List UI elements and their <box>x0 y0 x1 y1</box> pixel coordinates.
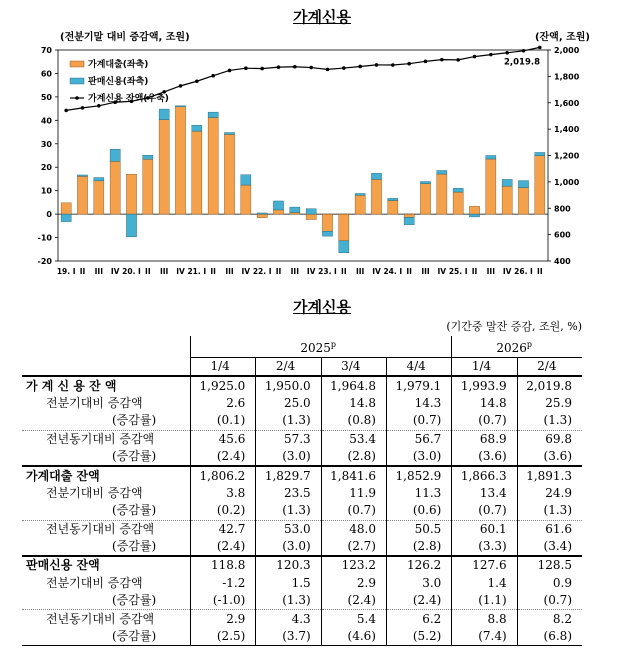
cell-value: (1.3) <box>256 502 321 520</box>
x-tick-label: III <box>94 267 104 276</box>
row-label: (증감률) <box>112 413 157 428</box>
left-tick-label: 0 <box>46 210 52 220</box>
bar-sales-credit <box>159 109 169 120</box>
bar-sales-credit <box>420 182 430 184</box>
x-tick-label: 20. I <box>122 267 141 276</box>
bar-sales-credit <box>404 217 414 224</box>
row-label: (증감률) <box>22 628 191 646</box>
bar-household-loan <box>388 201 398 215</box>
legend-label-balance: 가계신용 잔액(우축) <box>88 94 169 104</box>
x-tick-label: IV <box>176 267 185 276</box>
left-tick-label: 70 <box>40 46 52 55</box>
cell-value: 3.8 <box>191 485 256 502</box>
balance-point <box>473 55 477 59</box>
right-tick-label: 1,000 <box>554 177 580 187</box>
bar-sales-credit <box>322 231 332 236</box>
right-tick-label: 2,000 <box>554 46 580 55</box>
bar-sales-credit <box>94 178 104 181</box>
cell-value: 11.9 <box>321 485 386 502</box>
right-tick-label: 1,600 <box>554 98 580 108</box>
cell-value: (3.0) <box>386 448 451 466</box>
bar-household-loan <box>224 134 234 214</box>
cell-value: (1.3) <box>256 592 321 610</box>
cell-value: 128.5 <box>517 556 582 574</box>
quarter-header: 1/4 <box>191 358 256 377</box>
bar-household-loan <box>94 181 104 214</box>
bar-household-loan <box>535 156 545 214</box>
cell-value: 2.9 <box>191 610 256 628</box>
bar-household-loan <box>290 212 300 214</box>
cell-value: 2.6 <box>191 395 256 412</box>
balance-point <box>309 66 313 70</box>
x-tick-label: III <box>355 267 365 276</box>
bar-sales-credit <box>388 198 398 200</box>
quarter-header: 1/4 <box>452 358 517 377</box>
balance-point <box>391 63 395 67</box>
row-label: 전분기대비 증감액 <box>46 575 143 590</box>
cell-value: 120.3 <box>256 556 321 574</box>
table-unit: (기간중 말잔 증감, 조원, %) <box>446 320 582 333</box>
cell-value: 45.6 <box>191 430 256 448</box>
table-row <box>22 556 582 574</box>
cell-value: 1,866.3 <box>452 466 517 484</box>
bar-sales-credit <box>306 209 316 214</box>
balance-point <box>64 109 68 113</box>
bar-sales-credit <box>241 175 251 185</box>
x-tick-label: II <box>406 267 412 276</box>
bar-sales-credit <box>208 112 218 117</box>
cell-value: 11.3 <box>386 485 451 502</box>
x-tick-label: IV <box>306 267 316 276</box>
cell-value: (2.7) <box>321 538 386 556</box>
bar-sales-credit <box>486 156 496 160</box>
household-credit-chart <box>0 28 644 290</box>
balance-point <box>277 65 281 69</box>
bar-household-loan <box>339 214 349 241</box>
bar-household-loan <box>322 214 332 231</box>
bar-household-loan <box>420 184 430 214</box>
cell-value: (6.8) <box>517 628 582 646</box>
bar-household-loan <box>273 210 283 214</box>
cell-value: (0.1) <box>191 412 256 430</box>
right-axis-label: (잔액, 조원) <box>534 32 590 43</box>
row-label: 전년동기대비 증감액 <box>22 430 191 448</box>
balance-point <box>538 46 542 50</box>
balance-point <box>211 74 215 78</box>
bar-sales-credit <box>192 125 202 131</box>
x-tick-label: IV <box>437 267 447 276</box>
balance-point <box>456 58 460 62</box>
bar-sales-credit <box>175 106 185 107</box>
bar-household-loan <box>192 131 202 214</box>
x-tick-label: III <box>290 267 300 276</box>
cell-value: 1.4 <box>452 575 517 592</box>
row-label: 전년동기대비 증감액 <box>22 610 191 628</box>
bar-household-loan <box>453 192 463 214</box>
cell-value: 1,993.9 <box>452 376 517 394</box>
cell-value: 13.4 <box>452 485 517 502</box>
cell-value: 61.6 <box>517 520 582 538</box>
table-row <box>22 395 582 412</box>
cell-value: 56.7 <box>386 430 451 448</box>
bar-sales-credit <box>77 175 87 176</box>
cell-value: 1,964.8 <box>321 376 386 394</box>
preliminary-mark: p <box>330 340 336 349</box>
balance-point <box>195 79 199 83</box>
left-tick-label: 60 <box>40 69 52 79</box>
x-tick-label: II <box>210 267 216 276</box>
balance-point <box>326 68 330 72</box>
cell-value: (0.7) <box>386 412 451 430</box>
cell-value: 2.9 <box>321 575 386 592</box>
bar-sales-credit <box>453 188 463 192</box>
cell-value: 1,829.7 <box>256 466 321 484</box>
cell-value: (3.7) <box>256 628 321 646</box>
cell-value: (-1.0) <box>191 592 256 610</box>
cell-value: (3.6) <box>452 448 517 466</box>
bar-sales-credit <box>535 152 545 155</box>
x-tick-label: IV <box>502 267 512 276</box>
bar-household-loan <box>61 203 71 214</box>
cell-value: 8.8 <box>452 610 517 628</box>
cell-value: (0.7) <box>321 502 386 520</box>
x-tick-label: 23. I <box>318 267 337 276</box>
cell-value: 8.2 <box>517 610 582 628</box>
year-header: 2026$^p$ <box>452 336 582 358</box>
balance-point <box>375 63 379 67</box>
bar-household-loan <box>371 179 381 214</box>
x-tick-label: 24. I <box>383 267 403 276</box>
left-tick-label: 40 <box>40 116 52 126</box>
chart-title: 가계신용 <box>293 8 351 26</box>
row-label: (증감률) <box>112 593 157 608</box>
cell-value: 68.9 <box>452 430 517 448</box>
cell-value: 1,852.9 <box>386 466 451 484</box>
table-quarter-row <box>22 358 582 377</box>
cell-value: 6.2 <box>386 610 451 628</box>
legend-label-loan: 가계대출(좌축) <box>88 60 149 70</box>
cell-value: (2.4) <box>386 592 451 610</box>
table-row <box>22 376 582 394</box>
table-row <box>22 610 582 628</box>
bar-household-loan <box>143 159 153 214</box>
bar-household-loan <box>437 174 447 214</box>
table-row <box>22 485 582 502</box>
bar-sales-credit <box>61 214 71 222</box>
balance-annotation: 2,019.8 <box>503 57 540 68</box>
x-tick-label: 25. I <box>448 267 468 276</box>
cell-value: (2.5) <box>191 628 256 646</box>
cell-value: (1.3) <box>517 412 582 430</box>
row-label: 가계대출 잔액 <box>22 466 191 484</box>
cell-value: (2.8) <box>321 448 386 466</box>
x-tick-label: III <box>159 267 169 276</box>
balance-point <box>244 66 248 70</box>
cell-value: 25.0 <box>256 395 321 412</box>
x-tick-label: II <box>341 267 347 276</box>
right-tick-label: 1,400 <box>554 125 580 135</box>
cell-value: (0.2) <box>191 502 256 520</box>
bar-sales-credit <box>257 213 267 214</box>
bar-sales-credit <box>502 179 512 186</box>
cell-value: (3.0) <box>256 538 321 556</box>
bar-household-loan <box>175 107 185 214</box>
balance-point <box>293 65 297 69</box>
cell-value: (1.1) <box>452 592 517 610</box>
cell-value: 53.4 <box>321 430 386 448</box>
year-header: 2025$^p$ <box>191 336 452 358</box>
cell-value: 69.8 <box>517 430 582 448</box>
cell-value: (4.6) <box>321 628 386 646</box>
x-tick-label: III <box>486 267 496 276</box>
bar-sales-credit <box>437 171 447 175</box>
right-tick-label: 800 <box>554 204 571 214</box>
x-tick-label: 21. I <box>187 267 207 276</box>
bar-household-loan <box>306 214 316 219</box>
quarter-header: 2/4 <box>517 358 582 377</box>
x-tick-label: 19. I <box>56 267 76 276</box>
balance-point <box>505 51 509 55</box>
cell-value: 0.9 <box>517 575 582 592</box>
x-tick-label: 22. I <box>252 267 272 276</box>
cell-value: 24.9 <box>517 485 582 502</box>
cell-value: (7.4) <box>452 628 517 646</box>
row-label: 전분기대비 증감액 <box>46 485 143 500</box>
balance-point <box>342 66 346 70</box>
row-label: (증감률) <box>112 503 157 518</box>
bar-household-loan <box>126 174 136 214</box>
cell-value: 1,950.0 <box>256 376 321 394</box>
bar-sales-credit <box>290 207 300 212</box>
x-tick-label: IV <box>372 267 381 276</box>
table-row <box>22 592 582 610</box>
cell-value: 1,979.1 <box>386 376 451 394</box>
cell-value: 1,925.0 <box>191 376 256 394</box>
table-row <box>22 502 582 520</box>
cell-value: (2.4) <box>321 592 386 610</box>
quarter-header: 3/4 <box>321 358 386 377</box>
left-tick-label: 20 <box>40 163 52 173</box>
cell-value: (3.0) <box>256 448 321 466</box>
legend-marker-balance <box>75 96 79 100</box>
left-tick-label: 30 <box>40 139 52 149</box>
preliminary-mark: p <box>526 340 532 349</box>
table-row <box>22 575 582 592</box>
cell-value: (3.6) <box>517 448 582 466</box>
cell-value: (5.2) <box>386 628 451 646</box>
x-tick-label: II <box>79 267 86 276</box>
cell-value: 5.4 <box>321 610 386 628</box>
table-row <box>22 430 582 448</box>
cell-value: (0.7) <box>452 502 517 520</box>
balance-point <box>424 60 428 64</box>
bar-sales-credit <box>355 193 365 195</box>
row-label: 전분기대비 증감액 <box>46 395 143 410</box>
balance-point <box>489 53 493 57</box>
table-row <box>22 520 582 538</box>
x-tick-label: II <box>275 267 282 276</box>
cell-value: 25.9 <box>517 395 582 412</box>
cell-value: 1,806.2 <box>191 466 256 484</box>
cell-value: 57.3 <box>256 430 321 448</box>
cell-value: (0.6) <box>386 502 451 520</box>
x-tick-label: III <box>421 267 430 276</box>
right-tick-label: 400 <box>554 257 571 266</box>
cell-value: 2,019.8 <box>517 376 582 394</box>
left-tick-label: 10 <box>40 186 52 196</box>
row-label: (증감률) <box>112 539 157 554</box>
table-row <box>22 628 582 646</box>
legend-label-sales: 판매신용(좌축) <box>88 77 149 87</box>
bar-household-loan <box>241 185 251 214</box>
cell-value: 1,891.3 <box>517 466 582 484</box>
cell-value: 1.5 <box>256 575 321 592</box>
left-axis-label: (전분기말 대비 증감액, 조원) <box>60 32 190 43</box>
table-row <box>22 466 582 484</box>
bar-sales-credit <box>110 149 120 161</box>
row-label: 가 계 신 용 잔 액 <box>22 376 191 394</box>
table-corner <box>22 358 191 377</box>
x-tick-label: IV <box>110 267 120 276</box>
x-tick-label: IV <box>241 267 251 276</box>
bar-sales-credit <box>371 173 381 179</box>
left-tick-label: -20 <box>37 257 52 266</box>
bar-sales-credit <box>126 214 136 237</box>
x-tick-label: III <box>225 267 234 276</box>
table-row <box>22 448 582 466</box>
cell-value: 1,841.6 <box>321 466 386 484</box>
cell-value: -1.2 <box>191 575 256 592</box>
cell-value: (3.4) <box>517 538 582 556</box>
cell-value: 42.7 <box>191 520 256 538</box>
balance-point <box>260 67 264 71</box>
bar-household-loan <box>518 188 528 214</box>
table-corner <box>22 336 191 358</box>
balance-point <box>179 84 183 88</box>
cell-value: (3.3) <box>452 538 517 556</box>
cell-value: (1.3) <box>256 412 321 430</box>
cell-value: 126.2 <box>386 556 451 574</box>
x-tick-label: II <box>145 267 151 276</box>
bar-household-loan <box>469 206 479 214</box>
x-tick-label: II <box>471 267 478 276</box>
table-year-row <box>22 336 582 358</box>
cell-value: (0.8) <box>321 412 386 430</box>
bar-sales-credit <box>273 201 283 210</box>
cell-value: (1.3) <box>517 502 582 520</box>
cell-value: 4.3 <box>256 610 321 628</box>
balance-point <box>97 104 101 108</box>
bar-sales-credit <box>469 214 479 217</box>
cell-value: (2.4) <box>191 538 256 556</box>
bar-sales-credit <box>339 241 349 253</box>
cell-value: 127.6 <box>452 556 517 574</box>
legend-swatch-sales <box>70 78 84 84</box>
cell-value: (2.4) <box>191 448 256 466</box>
right-tick-label: 1,800 <box>554 72 580 82</box>
bar-household-loan <box>355 195 365 214</box>
right-tick-label: 600 <box>554 230 571 240</box>
bar-household-loan <box>159 120 169 214</box>
cell-value: 14.8 <box>452 395 517 412</box>
cell-value: 118.8 <box>191 556 256 574</box>
table-row <box>22 538 582 556</box>
cell-value: 14.8 <box>321 395 386 412</box>
balance-point <box>228 69 232 73</box>
table-title: 가계신용 <box>293 298 351 316</box>
balance-point <box>407 62 411 66</box>
bar-household-loan <box>257 214 267 218</box>
balance-point <box>522 49 526 53</box>
quarter-header: 4/4 <box>386 358 451 377</box>
row-label: 판매신용 잔액 <box>22 556 191 574</box>
cell-value: 14.3 <box>386 395 451 412</box>
cell-value: 60.1 <box>452 520 517 538</box>
cell-value: 50.5 <box>386 520 451 538</box>
bar-household-loan <box>486 159 496 214</box>
row-label: 전년동기대비 증감액 <box>22 520 191 538</box>
cell-value: (2.8) <box>386 538 451 556</box>
cell-value: 23.5 <box>256 485 321 502</box>
legend-swatch-loan <box>70 61 84 67</box>
bar-sales-credit <box>143 155 153 159</box>
bar-household-loan <box>110 161 120 214</box>
right-tick-label: 1,200 <box>554 151 580 161</box>
balance-point <box>81 106 85 110</box>
household-credit-table <box>22 336 582 646</box>
left-tick-label: -10 <box>37 233 52 243</box>
bar-sales-credit <box>224 133 234 135</box>
bar-household-loan <box>77 176 87 214</box>
table-row <box>22 412 582 430</box>
cell-value: (0.7) <box>452 412 517 430</box>
bar-household-loan <box>404 214 414 217</box>
x-tick-label: II <box>537 267 543 276</box>
cell-value: 48.0 <box>321 520 386 538</box>
x-tick-label: 26. I <box>514 267 533 276</box>
cell-value: 53.0 <box>256 520 321 538</box>
bar-household-loan <box>502 186 512 214</box>
balance-point <box>440 58 444 62</box>
left-tick-label: 50 <box>40 92 52 102</box>
cell-value: 123.2 <box>321 556 386 574</box>
row-label: (증감률) <box>112 449 157 464</box>
quarter-header: 2/4 <box>256 358 321 377</box>
bar-household-loan <box>208 118 218 215</box>
cell-value: (0.7) <box>517 592 582 610</box>
cell-value: 3.0 <box>386 575 451 592</box>
balance-point <box>358 65 362 69</box>
bar-sales-credit <box>518 181 528 188</box>
